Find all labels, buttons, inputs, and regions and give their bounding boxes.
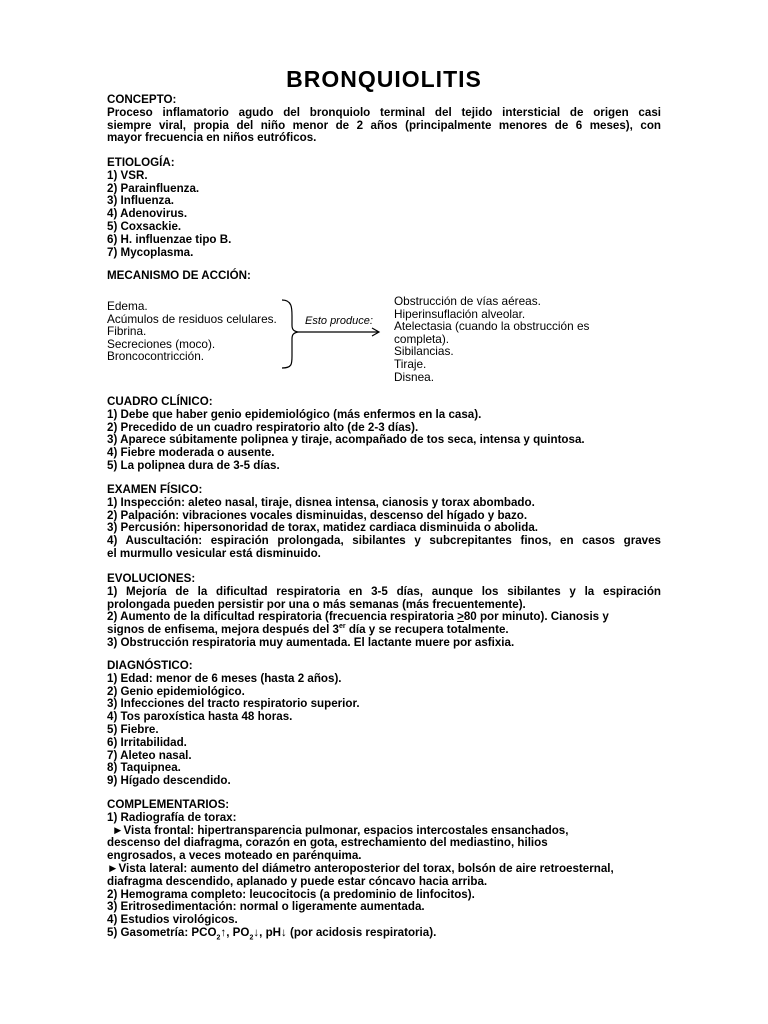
section-heading: CUADRO CLÍNICO: — [107, 395, 213, 408]
paragraph-line: siempre viral, propia del niño menor de 2 años (principalmente menores de 6 meses), con — [107, 118, 661, 132]
list-item: 1) Edad: menor de 6 meses (hasta 2 años). — [107, 671, 342, 685]
effect-item: Obstrucción de vías aéreas. — [394, 294, 541, 308]
list-item — [107, 927, 661, 940]
greater-equal-sign: > — [457, 610, 464, 624]
sub-item-continuation: diafragma descendido, aplanado y puede estar cóncavo hacia arriba. — [107, 874, 488, 888]
subscript: 2 — [249, 934, 254, 942]
list-item: 2) Parainfluenza. — [107, 181, 200, 195]
list-item: 6) Irritabilidad. — [107, 735, 187, 749]
list-item: 1) Inspección: aleteo nasal, tiraje, disnea intensa, cianosis y torax abombado. — [107, 495, 535, 509]
section-evoluciones — [107, 573, 661, 650]
effect-item: Tiraje. — [394, 356, 427, 371]
section-heading: ETIOLOGÍA: — [107, 156, 175, 169]
section-heading: EVOLUCIONES: — [107, 572, 196, 585]
effect-item: Atelectasia (cuando la obstrucción es — [394, 319, 590, 334]
brace-arrow-diagram — [280, 298, 390, 370]
section-etiologia — [107, 157, 661, 259]
list-item: 3) Eritrosedimentación: normal o ligeramente aumentada. — [107, 900, 425, 914]
list-item: 9) Hígado descendido. — [107, 774, 231, 788]
list-item: 3) Aparece súbitamente polipnea y tiraje, acompañado de tos seca, intensa y quintosa. — [107, 433, 585, 447]
cause-item: Acúmulos de residuos celulares. — [107, 311, 277, 326]
list-item: 5) Coxsackie. — [107, 219, 182, 233]
list-item: 4) Tos paroxística hasta 48 horas. — [107, 710, 293, 724]
list-item: 3) Infecciones del tracto respiratorio superior. — [107, 697, 360, 711]
list-item: 2) Precedido de un cuadro respiratorio alto (de 2-3 días). — [107, 420, 419, 434]
list-item: 5) Fiebre. — [107, 722, 159, 736]
list-item: 5) La polipnea dura de 3-5 días. — [107, 458, 280, 472]
list-item: 4) Adenovirus. — [107, 207, 188, 221]
cause-item: Secreciones (moco). — [107, 336, 216, 351]
section-mecanismo-heading — [107, 270, 661, 283]
effect-item: completa). — [394, 331, 450, 346]
section-heading: EXAMEN FÍSICO: — [107, 483, 203, 496]
effect-item: Disnea. — [394, 369, 434, 384]
section-heading: CONCEPTO: — [107, 93, 177, 106]
text-fragment: signos de enfisema, mejora después del 3 — [107, 623, 339, 637]
list-item: 3) Influenza. — [107, 194, 174, 208]
list-item-continuation: prolongada pueden persistir por una o más semanas (más frecuentemente). — [107, 597, 526, 611]
text-fragment: día y se recupera totalmente. — [345, 623, 509, 637]
paragraph-line: mayor frecuencia en niños eutróficos. — [107, 131, 317, 145]
list-item: 1) Debe que haber genio epidemiológico (más enfermos en la casa). — [107, 407, 482, 421]
section-cuadro-clinico — [107, 396, 661, 473]
cause-item: Edema. — [107, 299, 148, 313]
text-fragment: 2) Aumento de la dificultad respiratoria (frecuencia respiratoria — [107, 610, 458, 624]
list-item: 6) H. influenzae tipo B. — [107, 232, 232, 246]
effect-item: Sibilancias. — [394, 344, 454, 359]
sub-item-continuation: descenso del diafragma, corazón en gota, estrechamiento del mediastino, hilios — [107, 836, 548, 850]
effect-item: Hiperinsuflación alveolar. — [394, 306, 526, 321]
list-item: 4) Fiebre moderada o ausente. — [107, 446, 275, 460]
text-fragment: ↓, pH↓ (por acidosis respiratoria). — [253, 925, 437, 939]
list-item: 2) Palpación: vibraciones vocales disminuidas, descenso del hígado y bazo. — [107, 508, 528, 522]
sub-item-continuation: engrosados, a veces moteado en parénquima. — [107, 849, 362, 863]
paragraph-line: Proceso inflamatorio agudo del bronquiolo terminal del tejido intersticial de origen casi — [107, 105, 661, 119]
mechanism-causes — [107, 300, 307, 363]
mechanism-effects — [394, 295, 664, 383]
list-item: 1) VSR. — [107, 168, 148, 182]
section-concepto — [107, 94, 661, 145]
section-diagnostico — [107, 660, 661, 788]
list-item: 7) Mycoplasma. — [107, 245, 194, 259]
subscript: 2 — [216, 934, 221, 942]
section-heading: DIAGNÓSTICO: — [107, 659, 193, 672]
arrow-label: Esto produce: — [305, 315, 373, 327]
list-item: 7) Aleteo nasal. — [107, 748, 192, 762]
list-item: 3) Obstrucción respiratoria muy aumentada. El lactante muere por asfixia. — [107, 635, 515, 649]
document-title: BRONQUIOLITIS — [286, 66, 482, 92]
section-complementarios — [107, 799, 661, 940]
right-brace — [282, 300, 298, 368]
list-item: 2) Genio epidemiológico. — [107, 684, 245, 698]
section-heading: COMPLEMENTARIOS: — [107, 798, 230, 811]
list-item: 3) Percusión: hipersonoridad de torax, matidez cardiaca disminuida o abolida. — [107, 521, 539, 535]
list-item-continuation: el murmullo vesicular está disminuido. — [107, 546, 321, 560]
list-item: 4) Auscultación: espiración prolongada, sibilantes y subcrepitantes finos, en casos graves — [107, 534, 661, 548]
text-fragment: 5) Gasometría: PCO — [107, 925, 217, 939]
sub-item: ►Vista lateral: aumento del diámetro anteroposterior del torax, bolsón de aire retroesternal, — [107, 861, 614, 875]
list-item: 1) Radiografía de torax: — [107, 810, 237, 824]
list-item: 8) Taquipnea. — [107, 761, 181, 775]
list-item: 2) Hemograma completo: leucocitocis (a predominio de linfocitos). — [107, 887, 475, 901]
list-item: 1) Mejoría de la dificultad respiratoria en 3-5 días, aunque los sibilantes y la espiración — [107, 584, 661, 598]
ordinal-suffix: er — [338, 623, 346, 631]
text-fragment: 80 por minuto). Cianosis y — [463, 610, 609, 624]
section-heading: MECANISMO DE ACCIÓN: — [107, 269, 251, 282]
section-examen-fisico — [107, 484, 661, 561]
cause-item: Fibrina. — [107, 324, 147, 339]
cause-item: Broncocontricción. — [107, 349, 205, 364]
list-item: 4) Estudios virológicos. — [107, 913, 238, 927]
text-fragment: ↑, PO — [220, 925, 250, 939]
sub-item: ►Vista frontal: hipertransparencia pulmonar, espacios intercostales ensanchados, — [112, 823, 569, 837]
